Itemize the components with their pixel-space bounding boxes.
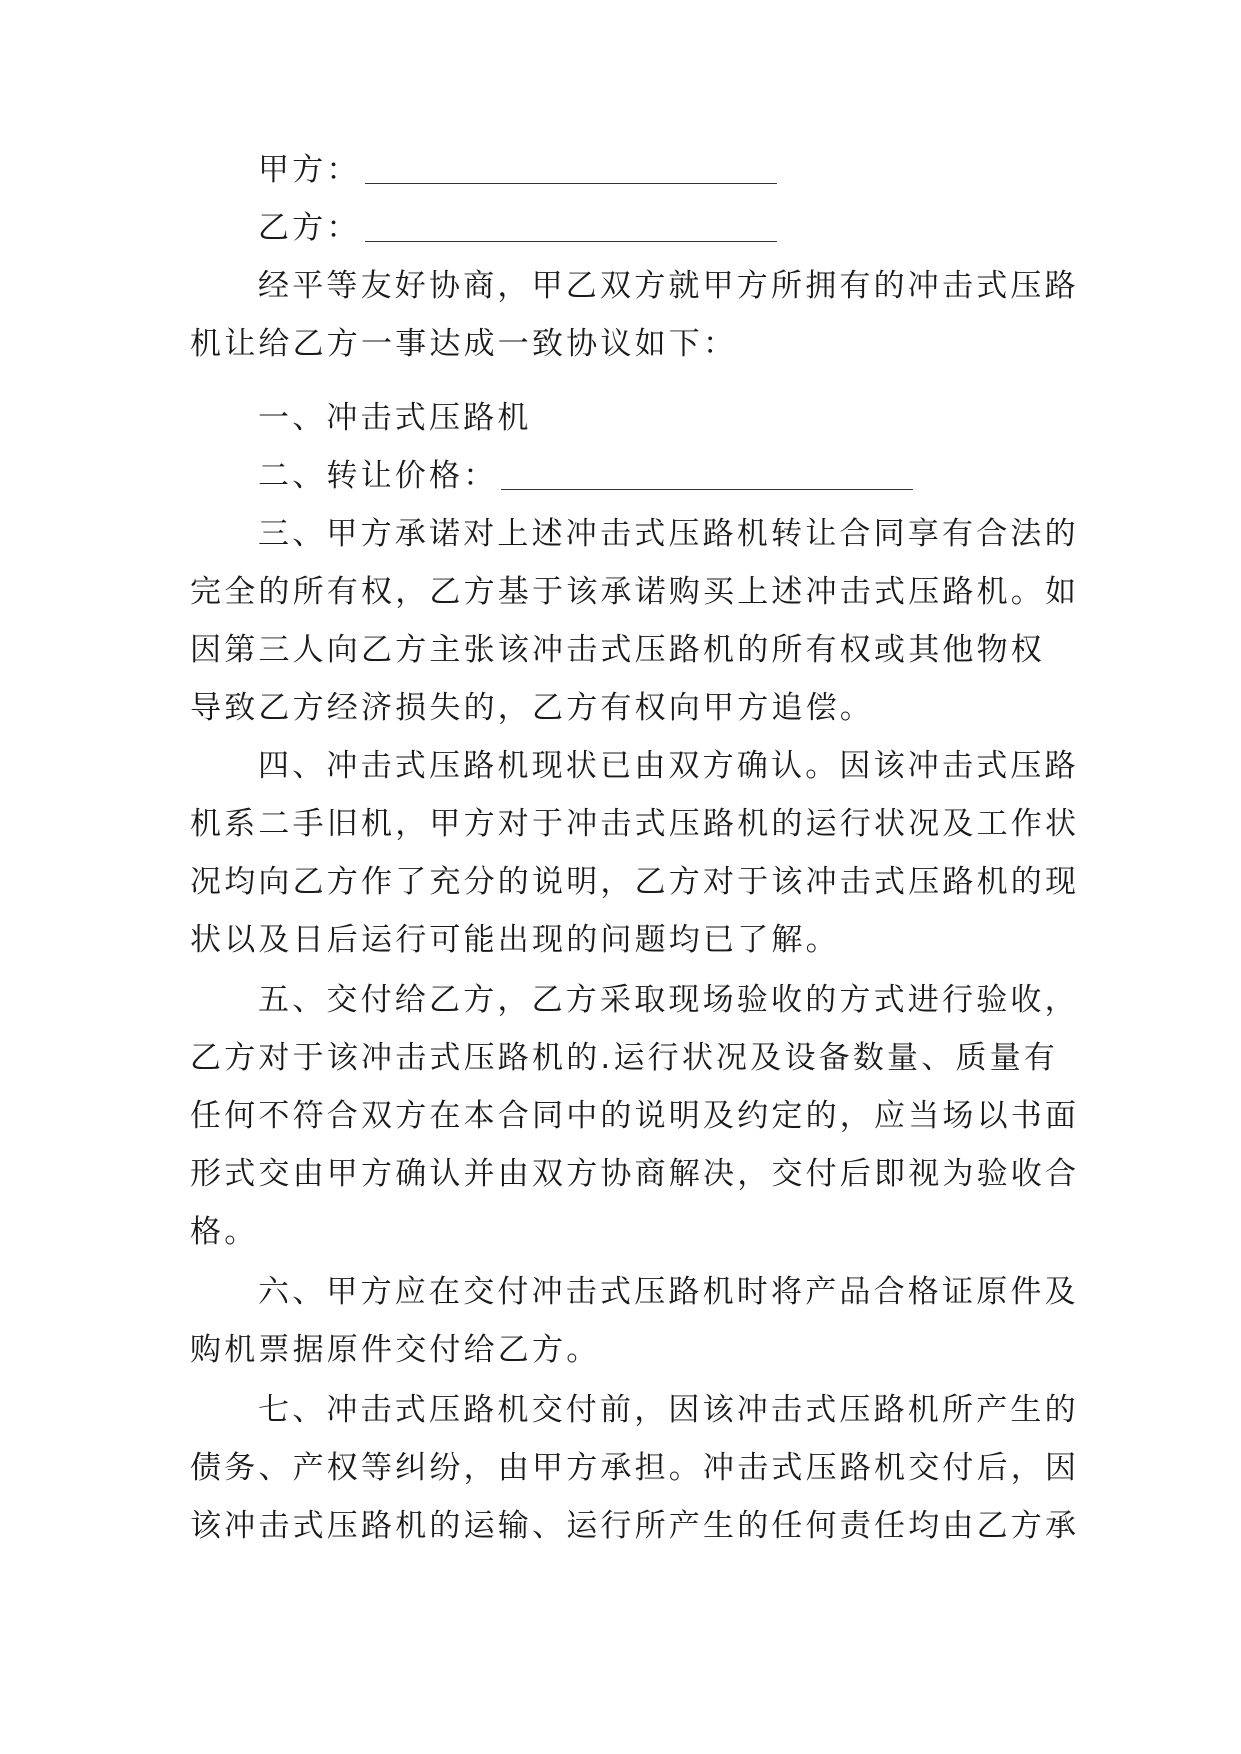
intro-line: 机让给乙方一事达成一致协议如下： — [190, 326, 738, 362]
clause-6-line: 六、甲方应在交付冲击式压路机时将产品合格证原件及 — [258, 1274, 1079, 1310]
party-b-label: 乙方： — [258, 210, 361, 246]
clause-4-line: 况均向乙方作了充分的说明，乙方对于该冲击式压路机的现 — [190, 864, 1080, 900]
clause-5-line: 形式交由甲方确认并由双方协商解决，交付后即视为验收合 — [190, 1156, 1080, 1192]
clause-3-line: 导致乙方经济损失的，乙方有权向甲方追偿。 — [190, 690, 874, 726]
party-a-label: 甲方： — [258, 152, 361, 188]
clause-4-line: 四、冲击式压路机现状已由双方确认。因该冲击式压路 — [258, 748, 1079, 784]
transfer-price-label: 二、转让价格： — [258, 458, 498, 494]
party-b-line — [258, 208, 777, 248]
clause-1-line: 一、冲击式压路机 — [258, 400, 532, 436]
clause-6-line: 购机票据原件交付给乙方。 — [190, 1332, 601, 1368]
intro-line: 经平等友好协商，甲乙双方就甲方所拥有的冲击式压路 — [258, 268, 1079, 304]
clause-3-line: 完全的所有权，乙方基于该承诺购买上述冲击式压路机。如 — [190, 574, 1080, 610]
clause-7-line: 债务、产权等纠纷，由甲方承担。冲击式压路机交付后，因 — [190, 1450, 1080, 1486]
clause-3-line: 三、甲方承诺对上述冲击式压路机转让合同享有合法的 — [258, 516, 1079, 552]
clause-4-line: 状以及日后运行可能出现的问题均已了解。 — [190, 922, 840, 958]
clause-2-line — [258, 456, 913, 496]
clause-4-line: 机系二手旧机，甲方对于冲击式压路机的运行状况及工作状 — [190, 806, 1080, 842]
clause-7-line: 该冲击式压路机的运输、运行所产生的任何责任均由乙方承 — [190, 1508, 1080, 1544]
clause-5-line: 任何不符合双方在本合同中的说明及约定的，应当场以书面 — [190, 1098, 1080, 1134]
party-a-line — [258, 150, 777, 190]
clause-5-line: 五、交付给乙方，乙方采取现场验收的方式进行验收， — [258, 982, 1079, 1018]
party-b-blank[interactable] — [365, 213, 777, 242]
transfer-price-blank[interactable] — [501, 461, 913, 490]
clause-7-line: 七、冲击式压路机交付前，因该冲击式压路机所产生的 — [258, 1392, 1079, 1428]
clause-5-line: 乙方对于该冲击式压路机的.运行状况及设备数量、质量有 — [190, 1040, 1059, 1076]
clause-5-line: 格。 — [190, 1214, 259, 1250]
party-a-blank[interactable] — [365, 155, 777, 184]
clause-3-line: 因第三人向乙方主张该冲击式压路机的所有权或其他物权 — [190, 632, 1045, 668]
